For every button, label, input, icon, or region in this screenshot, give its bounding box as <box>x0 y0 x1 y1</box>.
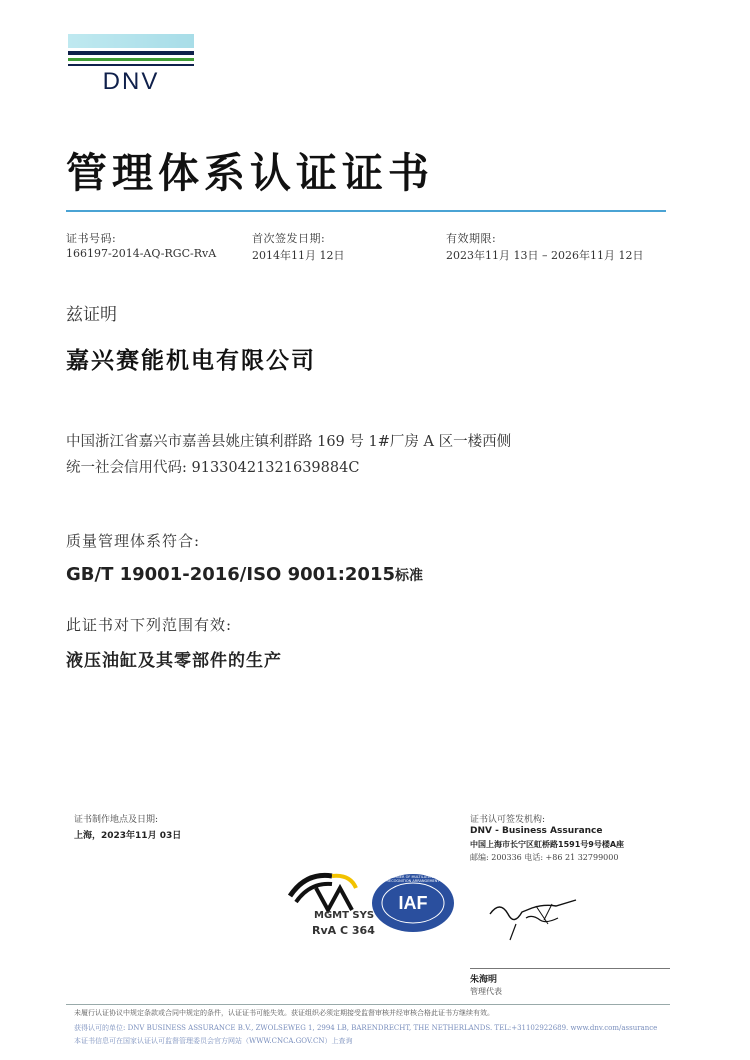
rva-accreditation-mark <box>286 866 375 946</box>
cert-number-label: 证书号码: <box>66 232 117 245</box>
footer-verification-note: 本证书信息可在国家认证认可监督管理委员会官方网站（WWW.CNCA.GOV.CN）上查询 <box>74 1037 353 1045</box>
signatory-name: 朱海明 <box>470 975 498 985</box>
issue-place-date: 上海，2023年11月 03日 <box>74 831 182 841</box>
validity-label: 有效期限: <box>446 232 497 245</box>
company-address: 中国浙江省嘉兴市嘉善县姚庄镇利群路 169 号 1#厂房 A 区一楼西侧 <box>66 434 512 450</box>
signature-line <box>470 968 670 969</box>
signature-icon <box>486 884 586 944</box>
logo-text: DNV <box>102 68 160 95</box>
scope-label: 此证书对下列范围有效: <box>66 616 233 634</box>
standard-name: GB/T 19001-2016/ISO 9001:2015 <box>66 564 396 585</box>
standard-suffix: 标准 <box>395 568 424 584</box>
signature <box>486 884 586 944</box>
certification-body-address: 中国上海市长宁区虹桥路1591号9号楼A座 <box>470 840 625 849</box>
footer-validity-note: 未履行认证协议中规定条款或合同中规定的条件，认证证书可能失效。获证组织必须定期接受监督审核并经审核合格此证书方继续有效。 <box>74 1009 494 1017</box>
conformity-label: 质量管理体系符合: <box>66 532 201 550</box>
credit-code: 统一社会信用代码: 91330421321639884C <box>66 460 360 476</box>
company-name: 嘉兴赛能机电有限公司 <box>66 348 316 374</box>
herewith-text: 兹证明 <box>66 305 117 325</box>
iaf-mark <box>370 872 456 934</box>
footer-divider <box>66 1004 670 1005</box>
dnv-logo <box>68 34 194 94</box>
scope-text: 液压油缸及其零部件的生产 <box>66 651 282 671</box>
certification-body-contact: 邮编: 200336 电话: +86 21 32799000 <box>470 853 619 862</box>
first-issue-label: 首次签发日期: <box>252 232 326 245</box>
title-divider <box>66 210 666 212</box>
certificate-title: 管理体系认证证书 <box>66 149 434 197</box>
iaf-ring-text: MEMBER OF MULTILATERAL RECOGNITION ARRANGEMENT <box>386 875 440 883</box>
first-issue-date: 2014年11月 12日 <box>252 249 345 262</box>
signatory-title: 管理代表 <box>470 987 502 996</box>
standard-line <box>66 564 423 585</box>
certification-body-label: 证书认可签发机构: <box>470 815 546 825</box>
validity-period: 2023年11月 13日 – 2026年11月 12日 <box>446 249 644 262</box>
iaf-text: IAF <box>398 893 428 913</box>
cert-number: 166197-2014-AQ-RGC-RvA <box>66 247 217 260</box>
issue-place-label: 证书制作地点及日期: <box>74 815 159 825</box>
certification-body-name: DNV - Business Assurance <box>470 826 603 836</box>
footer-accredited-unit: 获得认可的单位: DNV BUSINESS ASSURANCE B.V., ZWOLSEWEG 1, 2994 LB, BARENDRECHT, THE NETHERLANDS. TEL:+31102922689. www.dnv.com/assurance <box>74 1024 658 1032</box>
rva-line-1: MGMT SYS <box>314 910 375 921</box>
rva-line-2: RvA C 364 <box>312 924 375 937</box>
